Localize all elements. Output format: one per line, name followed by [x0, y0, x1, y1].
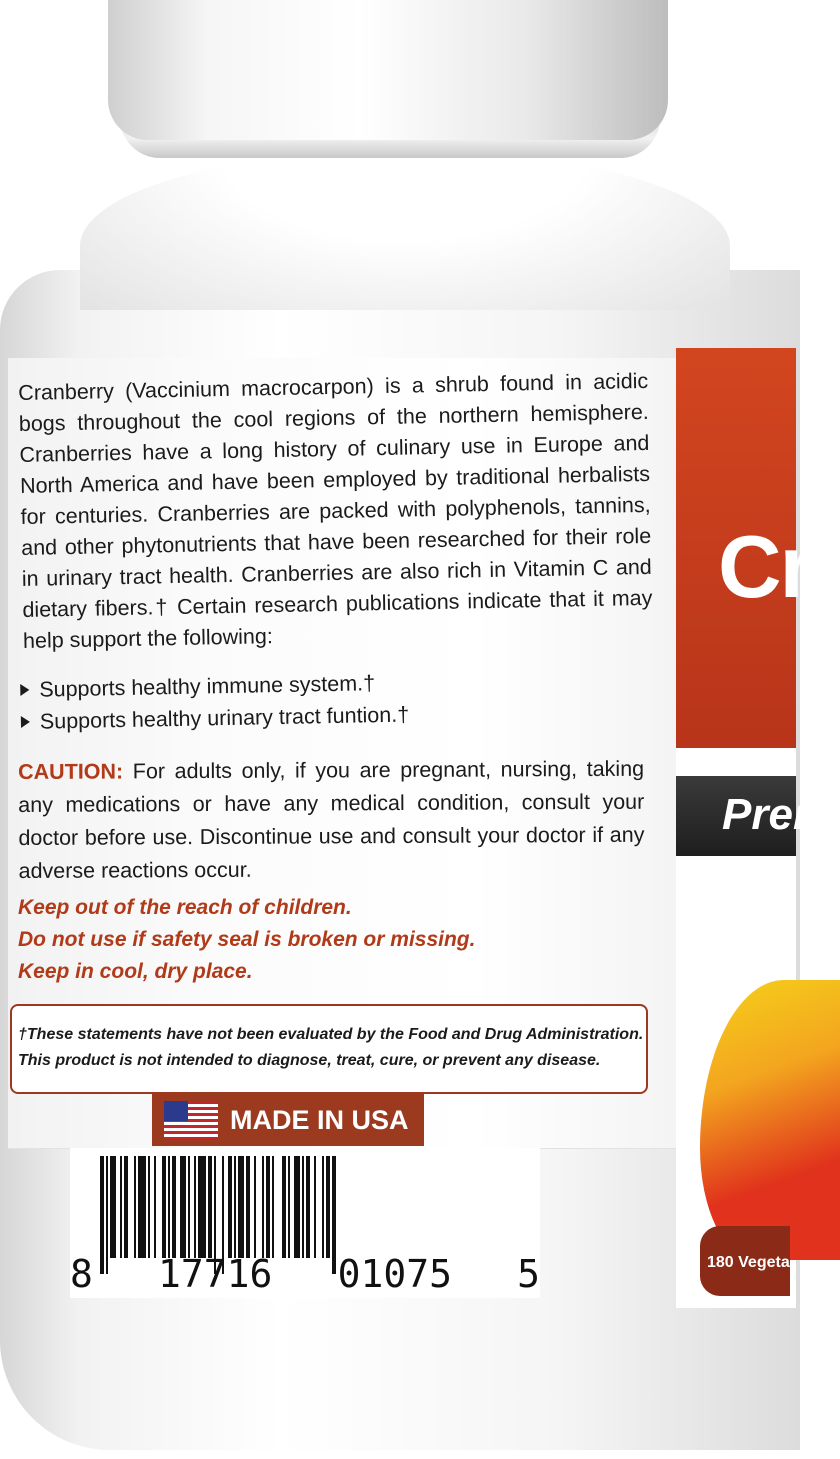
- made-in-usa-text: MADE IN USA: [230, 1104, 409, 1135]
- barcode-space: [274, 1156, 282, 1258]
- barcode-bar: [138, 1156, 146, 1258]
- fda-line: This product is not intended to diagnose, treat, cure, or prevent any disease.: [18, 1052, 601, 1069]
- warning-line: Do not use if safety seal is broken or missing.: [18, 928, 476, 951]
- fda-disclaimer-box: [10, 1004, 648, 1094]
- barcode-bar: [198, 1156, 206, 1258]
- made-in-usa-badge: [152, 1094, 424, 1146]
- barcode: [70, 1148, 540, 1298]
- benefit-text: Supports healthy urinary tract funtion.†: [39, 702, 410, 734]
- arrow-bullet-icon: [20, 684, 29, 696]
- barcode-digits: [70, 1252, 540, 1296]
- barcode-digit-group: 8: [70, 1252, 93, 1296]
- benefit-list: [20, 662, 641, 738]
- bottle-shoulder: [80, 150, 730, 310]
- us-flag-icon: [164, 1101, 218, 1139]
- warning-line: Keep out of the reach of children.: [18, 896, 352, 919]
- barcode-space: [336, 1156, 342, 1258]
- caution-label: CAUTION:: [18, 759, 124, 784]
- barcode-digit-group: 17716: [158, 1252, 273, 1296]
- warning-line: Keep in cool, dry place.: [18, 960, 253, 983]
- flag-canton: [164, 1101, 188, 1121]
- barcode-digit-group: 01075: [337, 1252, 452, 1296]
- caution-paragraph: [18, 753, 645, 888]
- fda-disclaimer: [18, 1022, 648, 1074]
- caution-text: For adults only, if you are pregnant, nursing, taking any medications or have any medical condition, consult your doctor before use. Discontinue use and consult your doctor if any adverse reactions occur.: [18, 756, 645, 883]
- front-count-text: 180 Vegeta: [707, 1254, 790, 1271]
- bottle-cap: [108, 0, 668, 140]
- barcode-bars: [100, 1156, 510, 1258]
- product-description: Cranberry (Vaccinium macrocarpon) is a shrub found in acidic bogs throughout the cool regions of the northern hemisphere. Cranberries have a long history of culinary use in Europe and North America and have been employed by traditional herbalists for centuries. Cranberries are packed with polyphenols, tannins, and other phytonutrients that have been researched for their role in urinary tract health. Cranberries are also rich in Vitamin C and dietary fibers.† Certain research publications indicate that it may help support the following:: [18, 368, 653, 653]
- benefit-text: Supports healthy immune system.†: [39, 671, 376, 702]
- barcode-digit-group: 5: [517, 1252, 540, 1296]
- front-product-title: Cr: [718, 517, 812, 616]
- arrow-bullet-icon: [21, 716, 30, 728]
- front-band-text: Prem: [722, 790, 833, 839]
- warning-list: [18, 892, 638, 988]
- fda-line: †These statements have not been evaluated by the Food and Drug Administration.: [18, 1026, 644, 1043]
